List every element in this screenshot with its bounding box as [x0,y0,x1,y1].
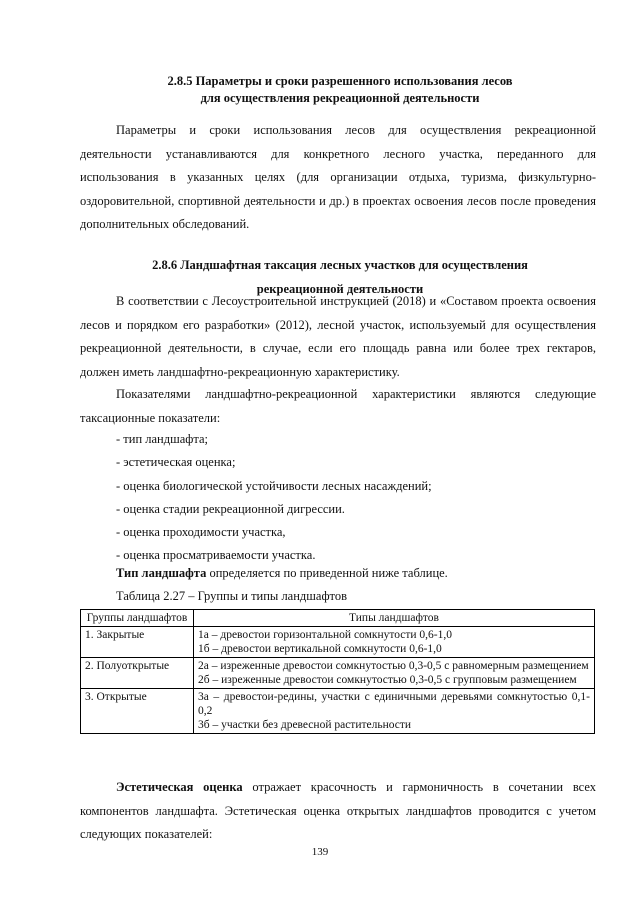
list-item: - тип ландшафта; [116,432,208,446]
types-cell [194,627,595,658]
header-types: Типы ландшафтов [194,610,595,627]
table-row [81,689,595,734]
paragraph-2-8-6-intro: В соответствии с Лесоустроительной инструкцией (2018) и «Составом проекта освоения лесов и порядком его разработки» (2012), лесной участок, используемый для осуществления рекреационной деятельности, в случае, если его площадь равна или более трех гектаров, должен иметь ландшафтно-рекреационную характеристику. [80,294,596,379]
paragraph-2-8-5: Параметры и сроки использования лесов для осуществления рекреационной деятельности устанавливаются для конкретного лесного участка, переданного для использования в указанных целях (для организации отдыха, туризма, физкультурно-оздоровительной, спортивной деятельности и др.) в проектах освоения лесов после проведения дополнительных обследований. [80,123,596,231]
type-entry: 2а – изреженные древостои сомкнутостью 0,3-0,5 с равномерным размещением [198,660,589,672]
type-entry: 3а – древостои-редины, участки с единичными деревьями сомкнутостью 0,1-0,2 [198,691,590,717]
heading-line-2: рекреационной деятельности [256,282,424,296]
landscape-type-text: определяется по приведенной ниже таблице. [206,566,448,580]
table-caption: Таблица 2.27 – Группы и типы ландшафтов [116,589,347,603]
type-entry: 3б – участки без древесной растительности [198,719,412,731]
group-cell: 3. Открытые [81,689,194,734]
type-entry: 1б – древостои вертикальной сомкнутости 0,6-1,0 [198,643,442,655]
landscape-type-line [116,566,448,581]
group-cell: 1. Закрытые [81,627,194,658]
list-item: - оценка проходимости участка, [116,525,286,540]
list-item: - оценка биологической устойчивости лесных насаждений; [116,478,432,493]
section-heading-2-8-5 [80,73,600,107]
type-entry: 1а – древостои горизонтальной сомкнутости 0,6-1,0 [198,629,453,641]
paragraph-aesthetic [80,776,596,847]
landscape-groups-table [80,609,595,734]
page-number: 139 [311,846,329,858]
aesthetic-term: Эстетическая оценка [116,780,243,794]
aesthetic-text: отражает красочность и гармоничность в сочетании всех компонентов ландшафта. Эстетическая оценка открытых ландшафтов проводится с учетом следующих показателей: [80,780,596,841]
types-cell [194,689,595,734]
header-groups: Группы ландшафтов [81,610,194,627]
paragraph-indicators: Показателями ландшафтно-рекреационной характеристики являются следующие таксационные показатели: [80,387,596,425]
group-cell: 2. Полуоткрытые [81,658,194,689]
list-item: - эстетическая оценка; [116,455,236,470]
table-row [81,627,595,658]
heading-line-1: 2.8.6 Ландшафтная таксация лесных участков для осуществления [152,258,528,272]
type-entry: 2б – изреженные древостои сомкнутостью 0,3-0,5 с групповым размещением [198,674,577,686]
indicators-list [116,428,596,568]
heading-line-2: для осуществления рекреационной деятельности [200,91,480,105]
list-item: - оценка стадии рекреационной дигрессии. [116,501,345,516]
table-header-row [81,610,595,627]
types-cell [194,658,595,689]
table-row [81,658,595,689]
list-item: - оценка просматриваемости участка. [116,548,316,563]
heading-line-1: 2.8.5 Параметры и сроки разрешенного использования лесов [167,74,513,88]
landscape-type-term: Тип ландшафта [116,566,207,580]
